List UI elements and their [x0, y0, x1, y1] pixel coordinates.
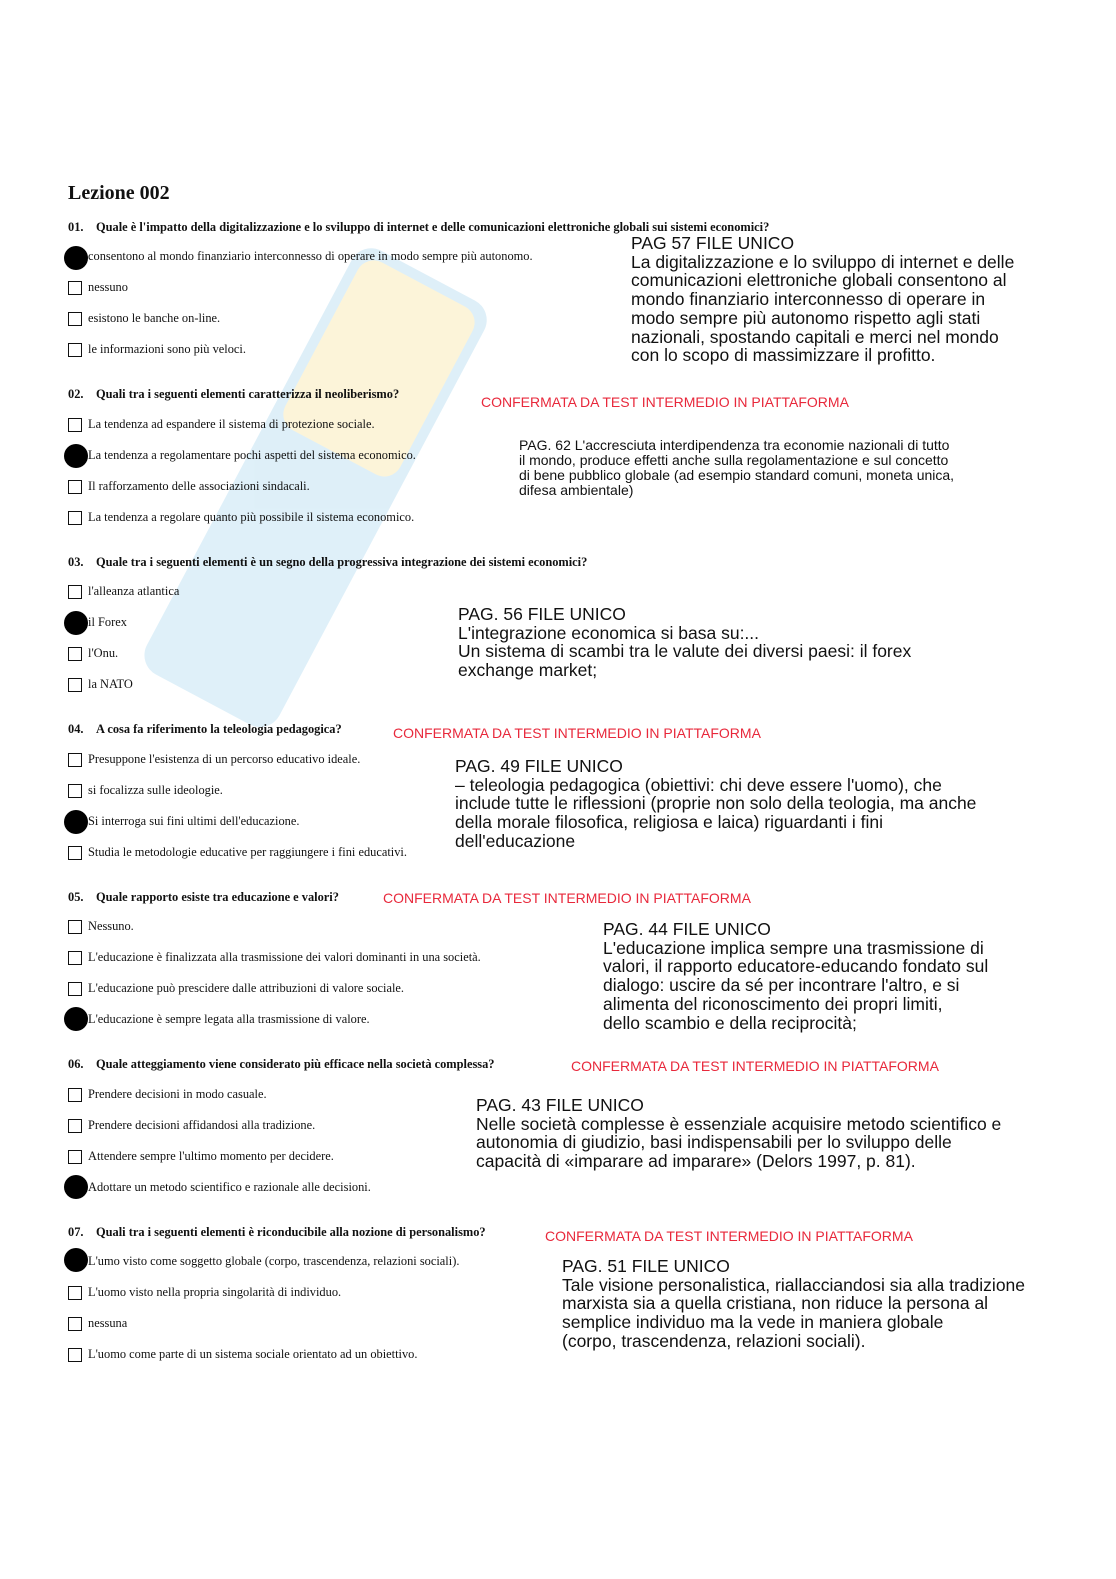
- selected-answer-mark: [64, 1007, 88, 1031]
- answer-note: PAG. 51 FILE UNICO Tale visione personalistica, riallacciandosi sia alla tradizione marxista sia a quella cristiana, non riduce la persona al semplice individuo ma la vede in maniera globale (corpo, trascendenza, relazioni sociali).: [562, 1256, 1026, 1351]
- lesson-title: Lezione 002: [68, 182, 170, 204]
- option[interactable]: si focalizza sulle ideologie.: [68, 783, 223, 798]
- option[interactable]: La tendenza a regolare quanto più possibile il sistema economico.: [68, 510, 414, 525]
- checkbox[interactable]: [68, 1150, 82, 1164]
- option[interactable]: La tendenza ad espandere il sistema di protezione sociale.: [68, 417, 375, 432]
- answer-note: PAG. 43 FILE UNICO Nelle società complesse è essenziale acquisire metodo scientifico e autonomia di giudizio, basi indispensabili per lo sviluppo delle capacità di «imparare ad imparare» (Delors 1997, p. 81).: [476, 1095, 1002, 1172]
- option[interactable]: il Forex: [68, 615, 127, 630]
- answer-note: PAG. 56 FILE UNICO L'integrazione economica si basa su:... Un sistema di scambi tra le valute dei diversi paesi: il forex exchange market;: [458, 604, 912, 681]
- question-04: 04. A cosa fa riferimento la teleologia pedagogica?: [68, 722, 342, 736]
- question-03: 03. Quale tra i seguenti elementi è un segno della progressiva integrazione dei sistemi economici?: [68, 555, 588, 569]
- selected-answer-mark: [64, 611, 88, 635]
- option[interactable]: nessuno: [68, 280, 128, 295]
- option[interactable]: Il rafforzamento delle associazioni sindacali.: [68, 479, 310, 494]
- checkbox[interactable]: [68, 312, 82, 326]
- answer-note: PAG 57 FILE UNICO La digitalizzazione e lo sviluppo di internet e delle comunicazioni elettroniche globali consentono al mondo finanziario interconnesso di operare in modo sempre più autonomo rispetto agli stati nazionali, spostando capitali e merci nel mondo con lo scopo di massimizzare il profitto.: [631, 233, 1015, 366]
- option[interactable]: Prendere decisioni in modo casuale.: [68, 1087, 267, 1102]
- confirmed-label: CONFERMATA DA TEST INTERMEDIO IN PIATTAFORMA: [393, 725, 761, 741]
- question-02: 02. Quali tra i seguenti elementi caratterizza il neoliberismo?: [68, 387, 400, 401]
- checkbox[interactable]: [68, 418, 82, 432]
- option[interactable]: L'educazione può prescidere dalle attribuzioni di valore sociale.: [68, 981, 404, 996]
- question-05: 05. Quale rapporto esiste tra educazione e valori?: [68, 890, 339, 904]
- checkbox[interactable]: [68, 1348, 82, 1362]
- checkbox[interactable]: [68, 343, 82, 357]
- checkbox[interactable]: [68, 920, 82, 934]
- option[interactable]: L'educazione è sempre legata alla trasmissione di valore.: [68, 1012, 370, 1027]
- question-06: 06. Quale atteggiamento viene considerato più efficace nella società complessa?: [68, 1057, 495, 1071]
- selected-answer-mark: [64, 444, 88, 468]
- selected-answer-mark: [64, 1175, 88, 1199]
- checkbox[interactable]: [68, 281, 82, 295]
- checkbox[interactable]: [68, 846, 82, 860]
- option[interactable]: l'Onu.: [68, 646, 118, 661]
- option[interactable]: L'uomo come parte di un sistema sociale orientato ad un obiettivo.: [68, 1347, 417, 1362]
- confirmed-label: CONFERMATA DA TEST INTERMEDIO IN PIATTAFORMA: [481, 394, 849, 410]
- option[interactable]: L'uomo visto nella propria singolarità di individuo.: [68, 1285, 341, 1300]
- option[interactable]: Nessuno.: [68, 919, 134, 934]
- option[interactable]: consentono al mondo finanziario interconnesso di operare in modo sempre più autonomo.: [68, 249, 533, 264]
- checkbox[interactable]: [68, 511, 82, 525]
- checkbox[interactable]: [68, 982, 82, 996]
- option[interactable]: Studia le metodologie educative per raggiungere i fini educativi.: [68, 845, 407, 860]
- option[interactable]: La tendenza a regolamentare pochi aspetti del sistema economico.: [68, 448, 416, 463]
- answer-note: PAG. 62 L'accresciuta interdipendenza tra economie nazionali di tutto il mondo, produce effetti anche sulla regolamentazione e sul concetto di bene pubblico globale (ad esempio standard comuni, moneta unica, difesa ambientale): [519, 437, 955, 498]
- option[interactable]: Adottare un metodo scientifico e razionale alle decisioni.: [68, 1180, 371, 1195]
- answer-note: PAG. 49 FILE UNICO – teleologia pedagogica (obiettivi: chi deve essere l'uomo), che include tutte le riflessioni (proprie non solo della teologia, ma anche della morale filosofica, religiosa e laica) riguardanti i fini dell'educazione: [455, 756, 977, 851]
- checkbox[interactable]: [68, 678, 82, 692]
- confirmed-label: CONFERMATA DA TEST INTERMEDIO IN PIATTAFORMA: [571, 1058, 939, 1074]
- option[interactable]: l'alleanza atlantica: [68, 584, 179, 599]
- answer-note: PAG. 44 FILE UNICO L'educazione implica sempre una trasmissione di valori, il rapporto educatore-educando fondato sul dialogo: uscire da sé per incontrare l'altro, e si alimenta del riconoscimento dei propri limiti, dello scambio e della reciprocità;: [603, 919, 989, 1033]
- selected-answer-mark: [64, 810, 88, 834]
- question-01: 01. Quale è l'impatto della digitalizzazione e lo sviluppo di internet e delle comunicazioni elettroniche globali sui sistemi economici?: [68, 220, 770, 234]
- checkbox[interactable]: [68, 1317, 82, 1331]
- confirmed-label: CONFERMATA DA TEST INTERMEDIO IN PIATTAFORMA: [383, 890, 751, 906]
- option[interactable]: le informazioni sono più veloci.: [68, 342, 246, 357]
- checkbox[interactable]: [68, 1119, 82, 1133]
- option[interactable]: L'educazione è finalizzata alla trasmissione dei valori dominanti in una società.: [68, 950, 481, 965]
- checkbox[interactable]: [68, 647, 82, 661]
- checkbox[interactable]: [68, 784, 82, 798]
- option[interactable]: la NATO: [68, 677, 133, 692]
- checkbox[interactable]: [68, 951, 82, 965]
- checkbox[interactable]: [68, 585, 82, 599]
- option[interactable]: L'umo visto come soggetto globale (corpo, trascendenza, relazioni sociali).: [68, 1254, 459, 1269]
- checkbox[interactable]: [68, 1286, 82, 1300]
- question-07: 07. Quali tra i seguenti elementi è riconducibile alla nozione di personalismo?: [68, 1225, 486, 1239]
- option[interactable]: Attendere sempre l'ultimo momento per decidere.: [68, 1149, 334, 1164]
- option[interactable]: nessuna: [68, 1316, 127, 1331]
- option[interactable]: Presuppone l'esistenza di un percorso educativo ideale.: [68, 752, 360, 767]
- checkbox[interactable]: [68, 480, 82, 494]
- checkbox[interactable]: [68, 753, 82, 767]
- selected-answer-mark: [64, 1248, 88, 1272]
- option[interactable]: Si interroga sui fini ultimi dell'educazione.: [68, 814, 299, 829]
- option[interactable]: esistono le banche on-line.: [68, 311, 220, 326]
- selected-answer-mark: [64, 246, 88, 270]
- checkbox[interactable]: [68, 1088, 82, 1102]
- option[interactable]: Prendere decisioni affidandosi alla tradizione.: [68, 1118, 315, 1133]
- confirmed-label: CONFERMATA DA TEST INTERMEDIO IN PIATTAFORMA: [545, 1228, 913, 1244]
